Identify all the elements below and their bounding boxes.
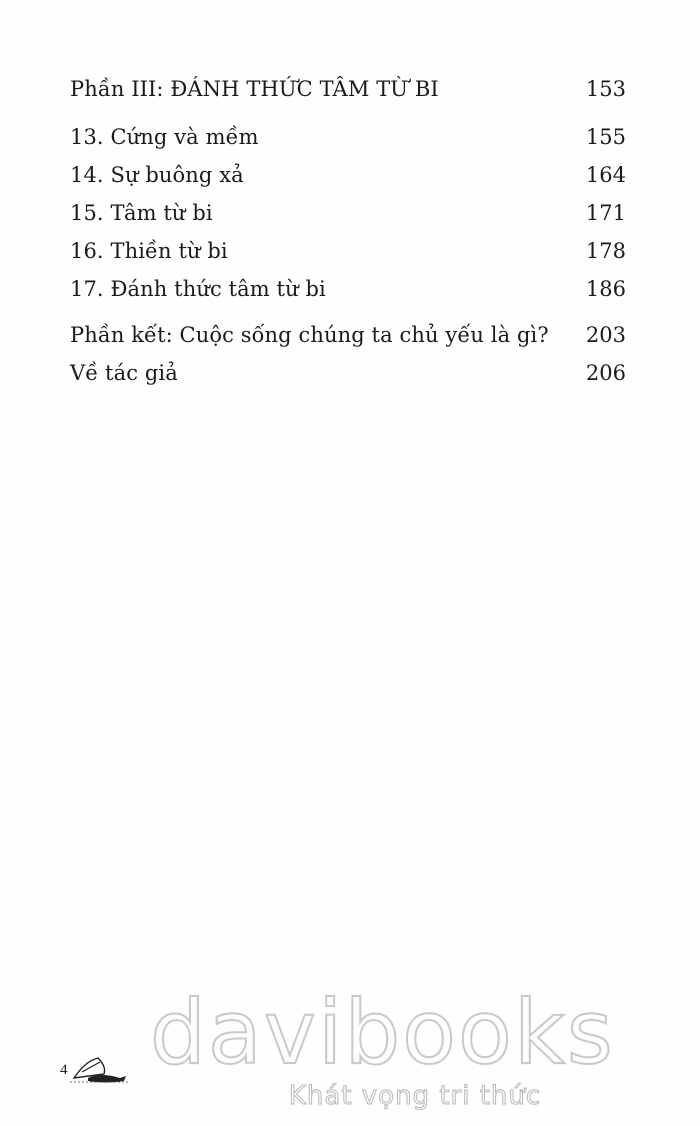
toc-entry-title: 14. Sự buông xả	[70, 163, 244, 187]
toc-entry-page: 153	[585, 77, 626, 101]
toc-epilogue	[70, 316, 626, 354]
toc-entry-page: 206	[585, 361, 626, 385]
toc-chapter	[70, 118, 626, 156]
toc-entry-title: Về tác giả	[70, 361, 178, 385]
toc-entry-title: Phần III: ĐÁNH THỨC TÂM TỪ BI	[70, 77, 439, 101]
toc-chapter	[70, 232, 626, 270]
toc-about-author	[70, 354, 626, 392]
table-of-contents	[70, 70, 626, 392]
toc-entry-title: 16. Thiền từ bi	[70, 239, 228, 263]
toc-entry-page: 164	[585, 163, 626, 187]
toc-entry-page: 203	[585, 323, 626, 347]
toc-entry-page: 155	[585, 125, 626, 149]
toc-entry-page: 186	[585, 277, 626, 301]
toc-entry-page: 171	[585, 201, 626, 225]
rider-ornament-icon	[60, 1048, 140, 1088]
toc-entry-title: 15. Tâm từ bi	[70, 201, 213, 225]
toc-entry-page: 178	[585, 239, 626, 263]
watermark-tagline: Khát vọng tri thức	[288, 1081, 542, 1111]
toc-entry-title: 13. Cứng và mềm	[70, 125, 259, 149]
watermark	[150, 981, 615, 1111]
toc-entry-title: Phần kết: Cuộc sống chúng ta chủ yếu là gì?	[70, 323, 549, 347]
watermark-brand: davibooks	[150, 981, 615, 1084]
toc-chapter	[70, 270, 626, 308]
page-number: 4	[60, 1062, 68, 1078]
toc-chapter	[70, 194, 626, 232]
toc-entry-title: 17. Đánh thức tâm từ bi	[70, 277, 326, 301]
toc-chapter	[70, 156, 626, 194]
toc-part-heading	[70, 70, 626, 108]
